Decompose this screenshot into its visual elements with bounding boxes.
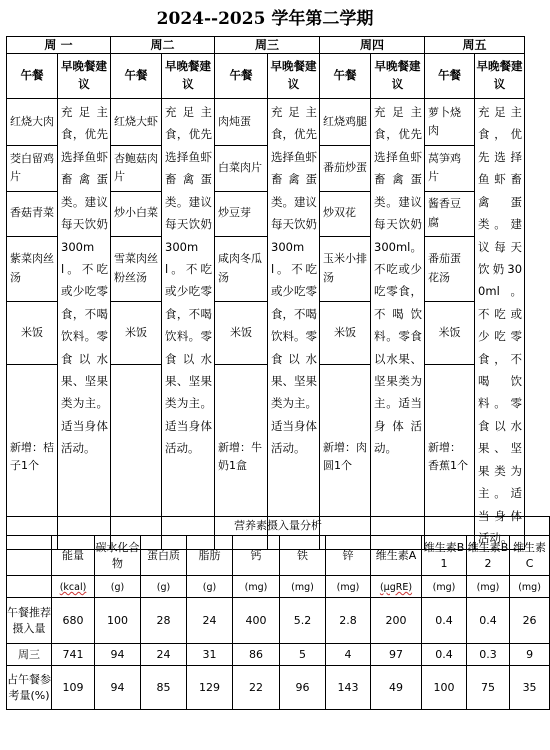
- nutrient-header: 锌: [326, 536, 371, 576]
- dish-cell: 咸肉冬瓜汤: [215, 236, 268, 301]
- nutrition-value: 129: [187, 666, 233, 710]
- nutrient-unit: [510, 576, 550, 598]
- nutrition-value: 9: [510, 644, 550, 666]
- unit-text: (mg): [336, 581, 360, 593]
- dish-cell: 番茄蛋花汤: [425, 236, 475, 301]
- unit-text: (mg): [518, 581, 541, 593]
- nutrient-unit: [467, 576, 510, 598]
- nutrition-value: 35: [510, 666, 550, 710]
- meal-advice-cell: 充足主食，优先选择鱼虾畜禽蛋类。建议每天饮奶300ml。不吃或少吃零食，不喝饮料。零食以水果、坚果类为主。适当身体活动。: [268, 99, 320, 550]
- nutrition-value: 5: [280, 644, 326, 666]
- nutrition-value: 0.3: [467, 644, 510, 666]
- page-title: 2024--2025 学年第二学期: [156, 9, 374, 29]
- advice-col-header: 早晚餐建议: [475, 54, 525, 99]
- nutrient-header: 蛋白质: [141, 536, 187, 576]
- extra-item-cell: 新增：桔子1个: [7, 365, 58, 550]
- nutrient-unit: [280, 576, 326, 598]
- dish-cell: 香菇青菜: [7, 191, 58, 236]
- day-header-2: 周二: [111, 37, 215, 54]
- nutrition-value: 2.8: [326, 598, 371, 644]
- nutrition-value: 100: [422, 666, 467, 710]
- nutrient-header: 维生素B2: [467, 536, 510, 576]
- extra-item-cell: 新增：香蕉1个: [425, 365, 475, 550]
- unit-label-empty: [7, 576, 52, 598]
- dish-cell: 红烧大虾: [111, 99, 162, 146]
- weekly-menu-table: [6, 36, 525, 550]
- row-label-header: [7, 536, 52, 576]
- unit-text: (μgRE): [379, 581, 413, 593]
- staple-cell: 米饭: [320, 302, 371, 365]
- nutrition-value: 200: [371, 598, 422, 644]
- nutrition-value: 94: [95, 644, 141, 666]
- lunch-col-header: 午餐: [320, 54, 371, 99]
- nutrition-table-title: 营养素摄入量分析: [7, 517, 550, 536]
- extra-item-cell: 新增：肉圆1个: [320, 365, 371, 550]
- nutrition-value: 28: [141, 598, 187, 644]
- nutrition-value: 0.4: [467, 598, 510, 644]
- nutrient-header: 维生素B1: [422, 536, 467, 576]
- dish-cell: 炒小白菜: [111, 191, 162, 236]
- nutrient-unit: [52, 576, 95, 598]
- dish-cell: 红烧鸡腿: [320, 99, 371, 146]
- column-header-row: [7, 54, 525, 99]
- dish-cell: 杏鲍菇肉片: [111, 146, 162, 191]
- nutrient-unit: [422, 576, 467, 598]
- nutrition-value: 22: [233, 666, 280, 710]
- unit-text: (g): [156, 581, 171, 593]
- lunch-col-header: 午餐: [215, 54, 268, 99]
- nutrition-value: 97: [371, 644, 422, 666]
- nutrition-value: 0.4: [422, 644, 467, 666]
- unit-text: (mg): [244, 581, 268, 593]
- nutrition-value: 143: [326, 666, 371, 710]
- nutrition-value: 86: [233, 644, 280, 666]
- dish-cell: 红烧大肉: [7, 99, 58, 146]
- day-header-5: 周五: [425, 37, 525, 54]
- meal-advice-cell: 充足主食，优先选择鱼虾畜禽蛋类。建议每天饮奶300ml。不吃或少吃零食，不喝饮料。零食以水果、坚果类为主。适当身体活动。: [371, 99, 425, 550]
- nutrition-value: 94: [95, 666, 141, 710]
- nutrition-value: 75: [467, 666, 510, 710]
- nutrition-value: 96: [280, 666, 326, 710]
- unit-text: (g): [110, 581, 125, 593]
- nutrient-unit: [95, 576, 141, 598]
- nutrition-value: 741: [52, 644, 95, 666]
- dish-cell: 炒豆芽: [215, 191, 268, 236]
- nutrient-unit: [326, 576, 371, 598]
- meal-advice-cell: 充足主食，优先选择鱼虾畜禽蛋类。建议每天饮奶300ml。不吃或少吃零食，不喝饮料。零食以水果、坚果类为主。适当身体活动。: [475, 99, 525, 550]
- nutrition-row-label: 午餐推荐摄入量: [7, 598, 52, 644]
- lunch-col-header: 午餐: [111, 54, 162, 99]
- nutrient-unit: [371, 576, 422, 598]
- dish-cell: 雪菜肉丝粉丝汤: [111, 236, 162, 301]
- dish-cell: 萝卜烧肉: [425, 99, 475, 146]
- nutrient-unit: [187, 576, 233, 598]
- nutrition-value: 26: [510, 598, 550, 644]
- nutrition-value: 100: [95, 598, 141, 644]
- day-header-4: 周四: [320, 37, 425, 54]
- nutrient-header: 脂肪: [187, 536, 233, 576]
- advice-col-header: 早晚餐建议: [162, 54, 215, 99]
- advice-col-header: 早晚餐建议: [268, 54, 320, 99]
- staple-cell: 米饭: [215, 302, 268, 365]
- nutrient-header: 维生素C: [510, 536, 550, 576]
- nutrient-header: 维生素A: [371, 536, 422, 576]
- nutrient-unit: [141, 576, 187, 598]
- nutrient-header: 铁: [280, 536, 326, 576]
- unit-text: (mg): [291, 581, 314, 593]
- dish-cell: 紫菜肉丝汤: [7, 236, 58, 301]
- nutrition-value: 0.4: [422, 598, 467, 644]
- nutrition-value: 400: [233, 598, 280, 644]
- lunch-col-header: 午餐: [7, 54, 58, 99]
- meal-advice-cell: 充足主食，优先选择鱼虾畜禽蛋类。建议每天饮奶300ml。不吃或少吃零食，不喝饮料。零食以水果、坚果类为主。适当身体活动。: [58, 99, 111, 550]
- nutrition-value: 24: [187, 598, 233, 644]
- advice-col-header: 早晚餐建议: [58, 54, 111, 99]
- staple-cell: 米饭: [7, 302, 58, 365]
- nutrition-analysis-table: [6, 516, 550, 710]
- nutrient-header: 钙: [233, 536, 280, 576]
- day-header-row: [7, 37, 525, 54]
- dish-cell: 莴笋鸡片: [425, 146, 475, 191]
- unit-text: (mg): [476, 581, 500, 593]
- nutrition-row-label: 周三: [7, 644, 52, 666]
- lunch-col-header: 午餐: [425, 54, 475, 99]
- nutrition-value: 4: [326, 644, 371, 666]
- extra-item-cell: 新增：牛奶1盒: [215, 365, 268, 550]
- day-header-1: 周 一: [7, 37, 111, 54]
- staple-cell: 米饭: [425, 302, 475, 365]
- unit-text: (kcal): [59, 581, 87, 593]
- staple-cell: 米饭: [111, 302, 162, 365]
- dish-cell: 酱香豆腐: [425, 191, 475, 236]
- nutrition-row-label: 占午餐参考量(%): [7, 666, 52, 710]
- advice-col-header: 早晚餐建议: [371, 54, 425, 99]
- nutrient-header: 能量: [52, 536, 95, 576]
- day-header-3: 周三: [215, 37, 320, 54]
- unit-text: (mg): [432, 581, 456, 593]
- nutrition-value: 680: [52, 598, 95, 644]
- dish-cell: 炒双花: [320, 191, 371, 236]
- nutrient-header: 碳水化合物: [95, 536, 141, 576]
- meal-advice-cell: 充足主食，优先选择鱼虾畜禽蛋类。建议每天饮奶300ml。不吃或少吃零食，不喝饮料。零食以水果、坚果类为主。适当身体活动。: [162, 99, 215, 550]
- nutrition-value: 85: [141, 666, 187, 710]
- nutrition-value: 24: [141, 644, 187, 666]
- dish-cell: 茭白留鸡片: [7, 146, 58, 191]
- nutrition-value: 109: [52, 666, 95, 710]
- nutrition-value: 31: [187, 644, 233, 666]
- nutrition-value: 5.2: [280, 598, 326, 644]
- dish-cell: 玉米小排汤: [320, 236, 371, 301]
- unit-text: (g): [202, 581, 217, 593]
- nutrient-unit: [233, 576, 280, 598]
- dish-cell: 肉炖蛋: [215, 99, 268, 146]
- dish-cell: 番茄炒蛋: [320, 146, 371, 191]
- dish-cell: 白菜肉片: [215, 146, 268, 191]
- nutrition-value: 49: [371, 666, 422, 710]
